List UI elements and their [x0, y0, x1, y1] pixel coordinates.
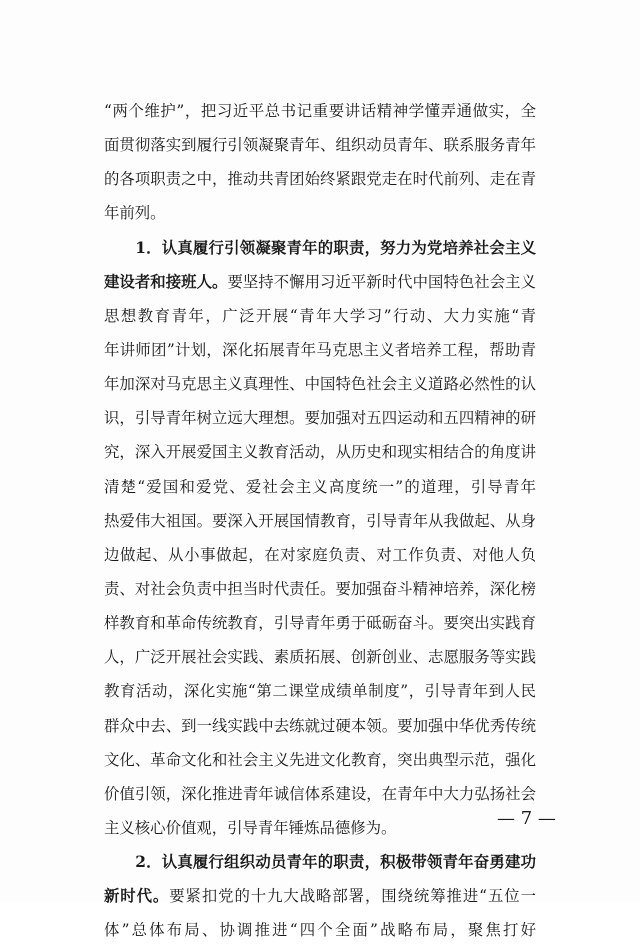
line-text: 教育活动，深化实施“第二课堂成绩单制度”，引导青年到人民	[104, 682, 536, 701]
text-line	[104, 299, 536, 333]
line-text: 价值引领，深化推进青年诚信体系建设，在青年中大力弘扬社会	[104, 784, 536, 803]
section-heading: 新时代。	[104, 887, 170, 906]
text-line	[104, 231, 536, 265]
line-text: 究，深入开展爱国主义教育活动，从历史和现实相结合的角度讲	[104, 443, 536, 462]
text-line	[104, 640, 536, 674]
line-text: 要坚持不懈用习近平新时代中国特色社会主义	[227, 272, 536, 291]
text-line	[104, 470, 536, 504]
line-text: 年讲师团”计划，深化拓展青年马克思主义者培养工程，帮助青	[104, 340, 536, 359]
line-text: 边做起、从小事做起，在对家庭负责、对工作负责、对他人负	[104, 545, 536, 564]
line-text: 识，引导青年树立远大理想。要加强对五四运动和五四精神的研	[104, 409, 536, 428]
line-text: 人，广泛开展社会实践、素质拓展、创新创业、志愿服务等实践	[104, 648, 536, 667]
text-line	[104, 367, 536, 401]
text-line	[104, 743, 536, 777]
line-text: 责、对社会负责中担当时代责任。要加强奋斗精神培养，深化榜	[104, 579, 536, 598]
text-line	[104, 538, 536, 572]
text-line	[104, 913, 536, 947]
text-line	[104, 94, 536, 128]
text-line	[104, 777, 536, 811]
text-line	[104, 606, 536, 640]
text-line	[104, 333, 536, 367]
line-text: 年加深对马克思主义真理性、中国特色社会主义道路必然性的认	[104, 375, 536, 394]
section-heading: 1．认真履行引领凝聚青年的职责，努力为党培养社会主义	[104, 238, 536, 257]
line-text: 年前列。	[104, 204, 166, 223]
line-text: 群众中去、到一线实践中去练就过硬本领。要加强中华优秀传统	[104, 716, 536, 735]
text-line	[104, 811, 536, 845]
text-line	[104, 879, 536, 913]
text-line	[104, 401, 536, 435]
line-text: 的各项职责之中，推动共青团始终紧跟党走在时代前列、走在青	[104, 170, 536, 189]
line-text: 主义核心价值观，引导青年锤炼品德修为。	[104, 818, 397, 837]
text-line	[104, 435, 536, 469]
text-line	[104, 572, 536, 606]
line-text: 样教育和革命传统教育，引导青年勇于砥砺奋斗。要突出实践育	[104, 614, 536, 633]
text-line	[104, 674, 536, 708]
line-text: 体”总体布局、协调推进“四个全面”战略布局，聚焦打好	[104, 921, 536, 940]
line-text: 热爱伟大祖国。要深入开展国情教育，引导青年从我做起、从身	[104, 511, 536, 530]
text-line	[104, 162, 536, 196]
text-line	[104, 128, 536, 162]
section-heading: 2．认真履行组织动员青年的职责，积极带领青年奋勇建功	[104, 853, 536, 872]
line-text: 文化、革命文化和社会主义先进文化教育，突出典型示范，强化	[104, 750, 536, 769]
line-text: 面贯彻落实到履行引领凝聚青年、组织动员青年、联系服务青年	[104, 136, 536, 155]
line-text: 要紧扣党的十九大战略部署，围绕统筹推进“五位一	[169, 887, 536, 906]
text-line	[104, 196, 536, 230]
page-number: — 7 —	[497, 808, 556, 829]
text-line	[104, 265, 536, 299]
line-text: 思想教育青年，广泛开展“青年大学习”行动、大力实施“青	[104, 306, 536, 325]
line-text: “两个维护”，把习近平总书记重要讲话精神学懂弄通做实，全	[104, 102, 536, 120]
text-line	[104, 709, 536, 743]
text-line	[104, 504, 536, 538]
body-text	[104, 94, 536, 948]
text-line	[104, 845, 536, 879]
section-heading: 建设者和接班人。	[104, 272, 228, 291]
line-text: 清楚“爱国和爱党、爱社会主义高度统一”的道理，引导青年	[104, 477, 536, 496]
